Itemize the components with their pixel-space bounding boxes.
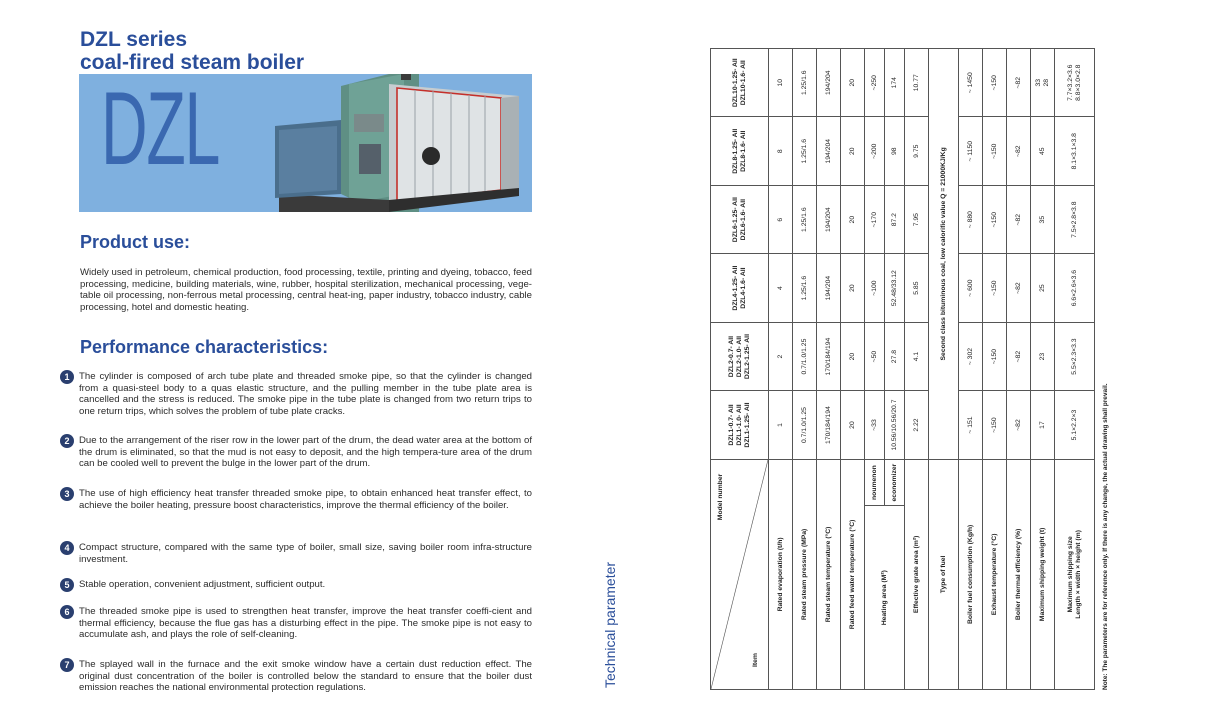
table-cell [817,254,841,322]
cell-line: 1.25/1.6 [800,70,808,96]
cell-line: 0.7/1.0/1.25 [800,407,808,443]
cell-line: 7.7×3.2×3.6 [1066,64,1074,101]
item-number-badge: 6 [60,605,74,619]
row-label-evaporation: Rated evaporation (t/h) [769,459,793,689]
cell-line: 7.5×2.8×3.8 [1070,201,1078,238]
cell-line: 35 [1038,215,1046,224]
cell-line: 4 [776,286,784,291]
size-label-line: Maximum shipping size [1066,536,1074,613]
table-cell: ~33 [865,391,885,459]
model-number-line: DZL6-1.6- AII [739,199,747,241]
cell-line: ~150 [990,212,998,228]
cell-line: ~ 1450 [966,72,974,94]
table-cell [1007,117,1031,185]
table-cell [817,322,841,390]
table-cell [793,254,817,322]
table-cell: 52.48/33.12 [885,254,905,322]
row-label-size [1055,459,1095,689]
row-label-efficiency: Boiler thermal efficiency (%) [1007,459,1031,689]
boiler-illustration [79,74,532,212]
table-cell [769,322,793,390]
cell-line: ~82 [1014,282,1022,294]
cell-line: 1.25/1.6 [800,138,808,164]
performance-heading: Performance characteristics: [80,337,329,357]
item-number-badge: 1 [60,370,74,384]
cell-line: ~ 600 [966,279,974,297]
cell-line: 5.1×2.2×3 [1070,409,1078,441]
row-label-steam-temp: Rated steam temperature (°C) [817,459,841,689]
cell-line: 10 [776,78,784,87]
table-cell [1055,391,1095,459]
cell-line: ~82 [1014,145,1022,157]
cell-line: 194/204 [824,70,832,96]
cell-line: 194/204 [824,207,832,232]
table-cell: ~250 [865,49,885,117]
corner-model-label: Model number [717,473,724,521]
table-cell [983,185,1007,253]
model-number-line: DZL1-0.7- AII [727,404,735,446]
table-cell: 174 [885,49,905,117]
model-number-cell [711,117,769,185]
table-row [865,49,885,690]
page-title [80,28,304,74]
table-corner-cell [711,459,769,689]
size-label-line: Length × width × height (m) [1074,530,1082,619]
row-sublabel-noumenon: noumenon [865,459,885,506]
table-cell [1055,49,1095,117]
table-row [1031,49,1055,690]
table-row [959,49,983,690]
cell-line: ~ 302 [966,347,974,366]
table-cell [905,254,929,322]
cell-line: 0.7/1.0/1.25 [800,338,808,375]
item-number-badge: 4 [60,541,74,555]
row-sublabel-economizer: economizer [885,459,905,506]
performance-item-text: Compact structure, compared with the same type of boiler, small size, saving boiler room infra-structure investment. [79,542,532,565]
header-row [711,49,769,690]
cell-line: ~150 [990,417,998,433]
table-cell [1031,322,1055,390]
corner-item-label: Item [752,653,759,667]
table-row [769,49,793,690]
table-cell [1031,117,1055,185]
table-cell [841,117,865,185]
item-number-badge: 2 [60,434,74,448]
cell-line: 170/184/194 [824,337,832,376]
table-cell: 10.56/10.56/20.7 [885,391,905,459]
table-cell [959,117,983,185]
model-number-cell [711,185,769,253]
cell-line: ~82 [1014,350,1022,363]
cell-line: 20 [848,215,856,224]
model-number-line: DZL2-1.0- AII [735,335,743,378]
cell-line: 194/204 [824,138,832,164]
table-cell [769,49,793,117]
cell-line: 4.1 [912,351,920,362]
cell-line: ~ 151 [966,416,974,434]
table-cell [793,185,817,253]
cell-line: 1.25/1.6 [800,207,808,232]
table-cell [959,391,983,459]
row-label-heating-area: Heating area (M²) [865,506,905,690]
performance-item-text: The threaded smoke pipe is used to strengthen heat transfer, improve the heat transfer coeffi-cient and thermal efficiency, because the flue gas has a disturbing effect in the pipe. The smoke pipe is not easy to accumulate ash, and plays the role of self-cleaning. [79,606,532,641]
table-cell [983,322,1007,390]
cell-line: 1.25/1.6 [800,275,808,301]
table-cell: ~50 [865,322,885,390]
model-number-line: DZL10-1.6- AII [739,60,747,106]
cell-line: 5.85 [912,281,920,295]
model-number-cell [711,49,769,117]
cell-line: 45 [1038,147,1046,155]
table-cell [817,185,841,253]
model-number-cell [711,322,769,390]
cell-line: 23 [1038,352,1046,361]
table-cell [1055,117,1095,185]
item-number-badge: 5 [60,578,74,592]
cell-line: ~150 [990,143,998,159]
table-row [983,49,1007,690]
table-cell [983,49,1007,117]
table-cell [905,322,929,390]
row-label-grate-area: Effective grate area (m²) [905,459,929,689]
row-label-weight: Maximum shipping weight (t) [1031,459,1055,689]
cell-line: 33 [1034,78,1042,87]
table-cell [1031,185,1055,253]
cell-line: 9.75 [912,144,920,158]
table-cell [817,49,841,117]
model-number-cell [711,254,769,322]
performance-item-text: Due to the arrangement of the riser row in the lower part of the drum, the dead water area at the bottom of the drum is eliminated, so that the mud is not easy to deposit, and the high tempera-ture area of the drum can be cooled well to prevent the bulge in the lower part of the drum. [79,435,532,470]
table-row [817,49,841,690]
banner-logo-text: DZL [101,74,220,187]
table-cell [769,254,793,322]
table-cell [1055,254,1095,322]
table-cell [1055,185,1095,253]
row-label-pressure: Rated steam pressure (MPa) [793,459,817,689]
row-label-exhaust: Exhaust temperature (°C) [983,459,1007,689]
technical-parameter-title: Technical parameter [602,561,618,688]
table-row [1055,49,1095,690]
table-cell: 27.8 [885,322,905,390]
table-cell [841,254,865,322]
fuel-value-cell: Second class bituminous coal, low calorific value Q = 21000KJ/Kg [929,49,959,460]
table-cell [905,117,929,185]
table-cell [1031,254,1055,322]
table-cell [1007,254,1031,322]
performance-item-text: The cylinder is composed of arch tube plate and threaded smoke pipe, so that the cylinder is changed from a quasi-steel body to a quas elastic structure, and the pulling member in the tube plate area is cancelled and the stress is reduced. The smoke pipe in the tube plate is changed from two return trips to one return trips, which solves the problem of tube plate cracks. [79,371,532,417]
table-cell [1007,49,1031,117]
table-cell [983,254,1007,322]
product-use-text: Widely used in petroleum, chemical production, food processing, textile, printing and dyeing, tobacco, feed processing, medicine, building materials, wine, rubber, hospital sterilization, mechanical processing, vege-table oil processing, non-ferrous metal processing, central heat-ing, paper industry, tobacco industry, cable processing, hotel and domestic heating. [80,267,532,313]
table-row [929,49,959,690]
table-cell: ~200 [865,117,885,185]
table-cell [1031,391,1055,459]
table-row [841,49,865,690]
table-cell [905,391,929,459]
cell-line: 7.95 [912,213,920,227]
table-cell: ~170 [865,185,885,253]
technical-parameter-table [710,48,1095,690]
cell-line: 2 [776,354,784,359]
table-cell [793,322,817,390]
cell-line: 20 [848,421,856,429]
cell-line: 6.6×2.6×3.6 [1070,269,1078,307]
table-cell [959,49,983,117]
table-cell [769,391,793,459]
cell-line: ~82 [1014,419,1022,431]
table-cell [1031,49,1055,117]
model-number-line: DZL10-1.25- AII [731,58,739,108]
cell-line: 20 [848,147,856,155]
table-cell [841,185,865,253]
table-cell [841,391,865,459]
table-row [793,49,817,690]
cell-line: 1 [776,423,784,427]
table-cell [1007,391,1031,459]
cell-line: 6 [776,217,784,222]
table-row [905,49,929,690]
table-cell [959,185,983,253]
cell-line: 170/184/194 [824,406,832,444]
cell-line: 2.22 [912,418,920,432]
cell-line: ~ 1150 [966,140,974,162]
table-cell [817,391,841,459]
product-banner [79,74,532,212]
model-number-line: DZL4-1.6- AII [739,267,747,309]
table-cell [983,391,1007,459]
performance-item-text: The use of high efficiency heat transfer threaded smoke pipe, to obtain enhanced heat transfer effect, to achieve the boiler heating, pressure boost characteristics, improve the thermal efficiency of the boiler. [79,488,532,511]
cell-line: 8.1×3.1×3.8 [1070,133,1078,170]
table-cell [769,117,793,185]
model-number-line: DZL8-1.25- AII [731,128,739,174]
model-number-cell [711,391,769,459]
table-cell [817,117,841,185]
cell-line: 28 [1042,78,1050,87]
model-number-line: DZL4-1.25- AII [731,265,739,311]
table-cell [959,322,983,390]
table-cell [1055,322,1095,390]
performance-item-text: The splayed wall in the furnace and the exit smoke window have a certain dust reduction effect. The original dust concentration of the boiler is controlled below the standard to ensure that the boiler dust emission reaches the national environmental protection regulations. [79,659,532,694]
model-number-line: DZL2-1.25- AII [743,334,751,380]
cell-line: 20 [848,352,856,361]
table-cell [793,391,817,459]
cell-line: ~82 [1014,213,1022,226]
table-cell [1007,185,1031,253]
cell-line: 194/204 [824,275,832,301]
cell-line: ~82 [1014,76,1022,89]
item-number-badge: 7 [60,658,74,672]
table-cell [769,185,793,253]
table-cell [905,185,929,253]
row-label-consumption: Boiler fuel consumption (Kg/h) [959,459,983,689]
cell-line: ~150 [990,280,998,296]
table-cell [793,49,817,117]
cell-line: 20 [848,284,856,292]
table-cell [905,49,929,117]
title-line-1: DZL series [80,28,187,51]
product-use-heading: Product use: [80,232,191,252]
cell-line: 20 [848,78,856,87]
performance-item-text: Stable operation, convenient adjustment, sufficient output. [79,579,326,590]
cell-line: 17 [1038,421,1046,429]
row-label-feed-temp: Rated feed water temperature (°C) [841,459,865,689]
table-cell: 98 [885,117,905,185]
cell-line: 10.77 [912,74,920,92]
cell-line: 5.5×2.3×3.3 [1070,338,1078,375]
table-cell [983,117,1007,185]
model-number-line: DZL6-1.25- AII [731,197,739,243]
cell-line: ~ 880 [966,211,974,229]
technical-table-wrapper [710,48,1092,690]
model-number-line: DZL2-0.7- AII [727,335,735,378]
model-number-line: DZL8-1.6- AII [739,130,747,172]
title-line-2: coal-fired steam boiler [80,51,305,74]
table-cell: ~100 [865,254,885,322]
table-cell [841,49,865,117]
table-cell [1007,322,1031,390]
table-cell: 87.2 [885,185,905,253]
item-number-badge: 3 [60,487,74,501]
table-cell [959,254,983,322]
cell-line: ~150 [990,348,998,365]
cell-line: ~150 [990,75,998,91]
footnote: Note: The parameters are for reference only. If there is any change, the actual drawing shall prevail. [1102,383,1109,690]
cell-line: 8 [776,149,784,154]
cell-line: 8.8×3.0×2.8 [1074,64,1082,101]
table-cell [841,322,865,390]
model-number-line: DZL1-1.25- AII [743,402,751,448]
cell-line: 25 [1038,284,1046,292]
row-label-fuel: Type of fuel [929,459,959,689]
model-number-line: DZL1-1.0- AII [735,404,743,446]
table-cell [793,117,817,185]
table-row [1007,49,1031,690]
